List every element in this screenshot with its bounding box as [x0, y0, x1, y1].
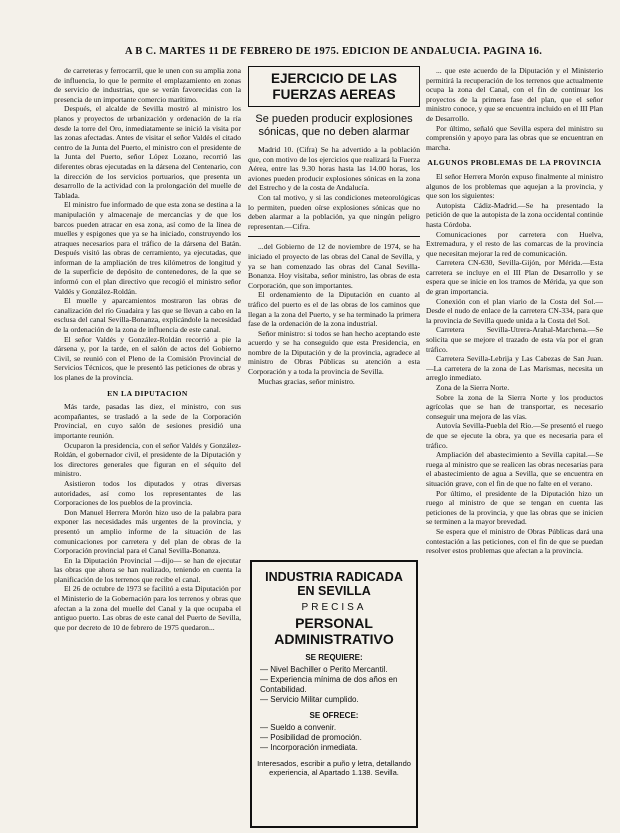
paragraph: Autopista Cádiz-Madrid.—Se ha presentado la petición de que la autopista de la zona occidental continúe hasta Córdoba. [426, 200, 603, 229]
paragraph: Conexión con el plan viario de la Costa del Sol.—Desde el nudo de enlace de la carretera CN-334, para que la provincia de Sevilla quede unida a la Costa del Sol. [426, 296, 603, 325]
ad-offers-label: SE OFRECE: [309, 711, 359, 720]
list-item: — Servicio Militar cumplido. [260, 695, 412, 705]
paragraph: Asistieron todos los diputados y otras diversas autoridades, así como los representantes de las Corporaciones de los pueblos de la provincia. [54, 478, 241, 508]
paragraph: Por último, el presidente de la Diputación hizo un ruego al ministro de que se tengan en cuenta las peticiones de la provincia, y que las obras que se inicien se terminen a la mayor brevedad. [426, 488, 603, 527]
paragraph: Por último, señaló que Sevilla espera del ministro su comprensión y apoyo para las obras que se encuentran en marcha. [426, 123, 603, 152]
paragraph: ...del Gobierno de 12 de noviembre de 1974, se ha iniciado el proyecto de las obras del Canal de Sevilla, y ya se han comenzado las obras del Canal Sevilla-Bonanza. Hoy visitaba, señor ministro, las obras de esta Corporación, que son importantes. [248, 242, 420, 290]
paragraph: Carretera Sevilla-Lebrija y Las Cabezas de San Juan.—La carretera de la zona de Las Marismas, necesita un arreglo inmediato. [426, 354, 603, 383]
list-item: — Posibilidad de promoción. [260, 733, 412, 743]
paragraph: Después, el alcalde de Sevilla mostró al ministro los planos y proyectos de urbanización y ordenación de la ría desde la torre del Oro, inmediatamente se inició la visita por las zonas afectadas. Antes de visitar el señor Valdés el citado centro de la Junta del Puerto, el ministro con el presidente de la Junta del Puerto, señor López Lozano, recorrió las diferentes obras ejecutadas en la dársena del Centenario, con la dirección de los servicios portuarios, que presenta un desarrollo de la actividad con la prolongación del muelle de Tablada. [54, 104, 241, 200]
ad-offers-list [260, 723, 412, 753]
paragraph: Carretera CN-630, Sevilla-Gijón, por Mérida.—Esta carretera se incluye en el III Plan de Desarrollo y se espera que se inicie en los tramos de Mérida, ya que son de gran importancia. [426, 258, 603, 297]
list-item: — Sueldo a convenir. [260, 723, 412, 733]
page-header: A B C. MARTES 11 DE FEBRERO DE 1975. EDICION DE ANDALUCIA. PAGINA 16. [125, 46, 543, 57]
paragraph: El señor Valdés y González-Roldán recorrió a pie la dársena y, por la tarde, en el salón de actos del Gobierno Civil, se reunió con el Pleno de la Comisión Provincial de Servicios Técnicos, que le presentó las peticiones de obras y los planes de la provincia. [54, 334, 241, 382]
divider [248, 236, 420, 237]
list-item: — Experiencia mínima de dos años en Contabilidad. [260, 675, 412, 695]
paragraph: Se espera que el ministro de Obras Públicas dará una contestación a las peticiones, con el fin de que se puedan resolver estos problemas que afectan a la provincia. [426, 526, 603, 556]
left-column [54, 66, 241, 826]
paragraph: ... que este acuerdo de la Diputación y el Ministerio permitirá la recuperación de los terrenos que actualmente ocupa la zona del Canal, con el fin de continuar los proyectos de la primera fase del plan, que el señor ministro conoce, y que se encuentra incluido en el III Plan de Desarrollo. [426, 66, 603, 123]
paragraph: El señor Herrera Morón expuso finalmente al ministro algunos de los problemas que aquejan a la provincia, y que son los siguientes: [426, 171, 603, 201]
paragraph: El ministro fue informado de que esta zona se destina a la manipulación y almacenaje de mercancías y de que los barcos pueden atracar en esa zona, así como de la línea de muelles y espigones que ya se ha iniciado, construyendo los atraques necesarios para el tráfico de la dársena del Batán. Después visitó las obras de cerramiento, ya ejecutadas, que informan de la ampliación de tres kilómetros de longitud y de la superficie de depósito de contenedores, de la que se informó con el plan directivo que recogió el ministro señor Valdés y González-Roldán. [54, 200, 241, 296]
paragraph: Comunicaciones por carretera con Huelva, Extremadura, y el resto de las comarcas de la provincia que necesitan mejorar la red de comunicación. [426, 229, 603, 258]
job-advertisement [250, 560, 418, 828]
ad-precisa: PRECISA [301, 602, 367, 613]
paragraph: Muchas gracias, señor ministro. [258, 376, 355, 386]
paragraph: El 26 de octubre de 1973 se facilitó a esta Diputación por el Ministerio de la Gobernación para los terrenos y obras que afectan a la zona del muelle del Canal y la que ocupaba el antiguo puerto. Las obras de este canal del Puerto de Sevilla, que por decreto de 10 de febrero de 1975 quedaron... [54, 584, 241, 632]
list-item: — Nivel Bachiller o Perito Mercantil. [260, 665, 412, 675]
ad-position: PERSONAL ADMINISTRATIVO [274, 615, 394, 647]
headline: EJERCICIO DE LAS FUERZAS AEREAS [270, 71, 398, 102]
paragraph: En la Diputación Provincial —dijo— se han de ejecutar las obras que ahora se han realizado, teniendo en cuenta la planificación de los terrenos que recibe el canal. [54, 555, 241, 584]
paragraph: Señor ministro: si todos se han hecho aceptando este acuerdo y se ha conseguido que esta Presidencia, en nombre de la Diputación y de la provincia, agradece al ministro de Obras Públicas su atención a esta Corporación y a toda la provincia de Sevilla. [248, 328, 420, 377]
paragraph: de carreteras y ferrocarril, que le unen con su amplia zona de influencia, lo que le permite el emplazamiento en zonas de servicio de industrias, que se verán favorecidas con la presencia de un importante comercio marítimo. [54, 66, 241, 104]
right-column [426, 66, 603, 826]
paragraph: Don Manuel Herrera Morón hizo uso de la palabra para exponer las necesidades más urgentes de la provincia, y presentó un amplio informe de la situación de las comunicaciones por carretera y del plan de obras de la Corporación provincial para el Canal Sevilla-Bonanza. [54, 507, 241, 556]
ad-title: INDUSTRIA RADICADA EN SEVILLA [265, 570, 403, 598]
ad-requires-label: SE REQUIERE: [305, 653, 363, 662]
paragraph: Madrid 10. (Cifra) Se ha advertido a la población que, con motivo de los ejercicios que realizará la Fuerza Aérea, entre las 9.30 horas hasta las 14.00 horas, los aviones pueden producir explosiones sónicas en la zona del Estrecho y de la costa de Andalucía. [248, 145, 420, 193]
paragraph: Carretera Sevilla-Utrera-Arahal-Marchena.—Se solicita que se mejore el trazado de esta vía por el gran tráfico. [426, 325, 603, 354]
paragraph: El muelle y aparcamientos mostraron las obras de canalización del río Guadaira y las que se llevan a cabo en la esclusa del canal Sevilla-Bonanza, explicándole la necesidad de la ordenación de la zona de influencia de este canal. [54, 296, 241, 335]
headline-box [248, 66, 420, 107]
ad-requires-list [260, 665, 412, 705]
paragraph: Autovía Sevilla-Puebla del Río.—Se presentó el ruego de que se ejecute la obra, ya que es necesaria para el tráfico. [426, 421, 603, 450]
paragraph: Ampliación del abastecimiento a Sevilla capital.—Se ruega al ministro que se realicen las obras necesarias para el abastecimiento de agua a Sevilla, que se encuentra en situación grave, con el fin de que no falte en el verano. [426, 450, 603, 488]
section-title-problemas: ALGUNOS PROBLEMAS DE LA PROVINCIA [427, 158, 602, 168]
paragraph: Sobre la zona de la Sierra Norte y los productos agrícolas que se han de transportar, es necesario conseguir una mejora de las vías. [426, 392, 603, 421]
paragraph: El ordenamiento de la Diputación en cuanto al tráfico del puerto es el de las obras de los caminos que llegan a la zona del Puerto, y se ha terminado la primera fase de la ordenación de la zona industrial. [248, 290, 420, 329]
ad-contact: Interesados, escribir a puño y letra, detallando experiencia, al Apartado 1.138. Sevilla. [257, 759, 411, 777]
paragraph: Más tarde, pasadas las diez, el ministro, con sus acompañantes, se trasladó a la sede de la Corporación Provincial, en cuyo salón de sesiones presidió una importante reunión. [54, 402, 241, 440]
paragraph: Ocuparon la presidencia, con el señor Valdés y González-Roldán, el gobernador civil, el presidente de la Diputación y los directores generales que figuran en el séquito del ministro. [54, 440, 241, 479]
section-title-diputacion: EN LA DIPUTACION [107, 388, 188, 398]
list-item: — Incorporación inmediata. [260, 743, 412, 753]
paragraph: Con tal motivo, y si las condiciones meteorológicas lo permiten, pueden oírse explosiones sónicas que no deben alarmar a la población, ya que ningún peligro representan.—Cifra. [248, 192, 420, 231]
middle-column [248, 66, 420, 546]
subheadline: Se pueden producir explosiones sónicas, que no deben alarmar [255, 113, 413, 138]
paragraph: Zona de la Sierra Norte. [436, 383, 510, 392]
